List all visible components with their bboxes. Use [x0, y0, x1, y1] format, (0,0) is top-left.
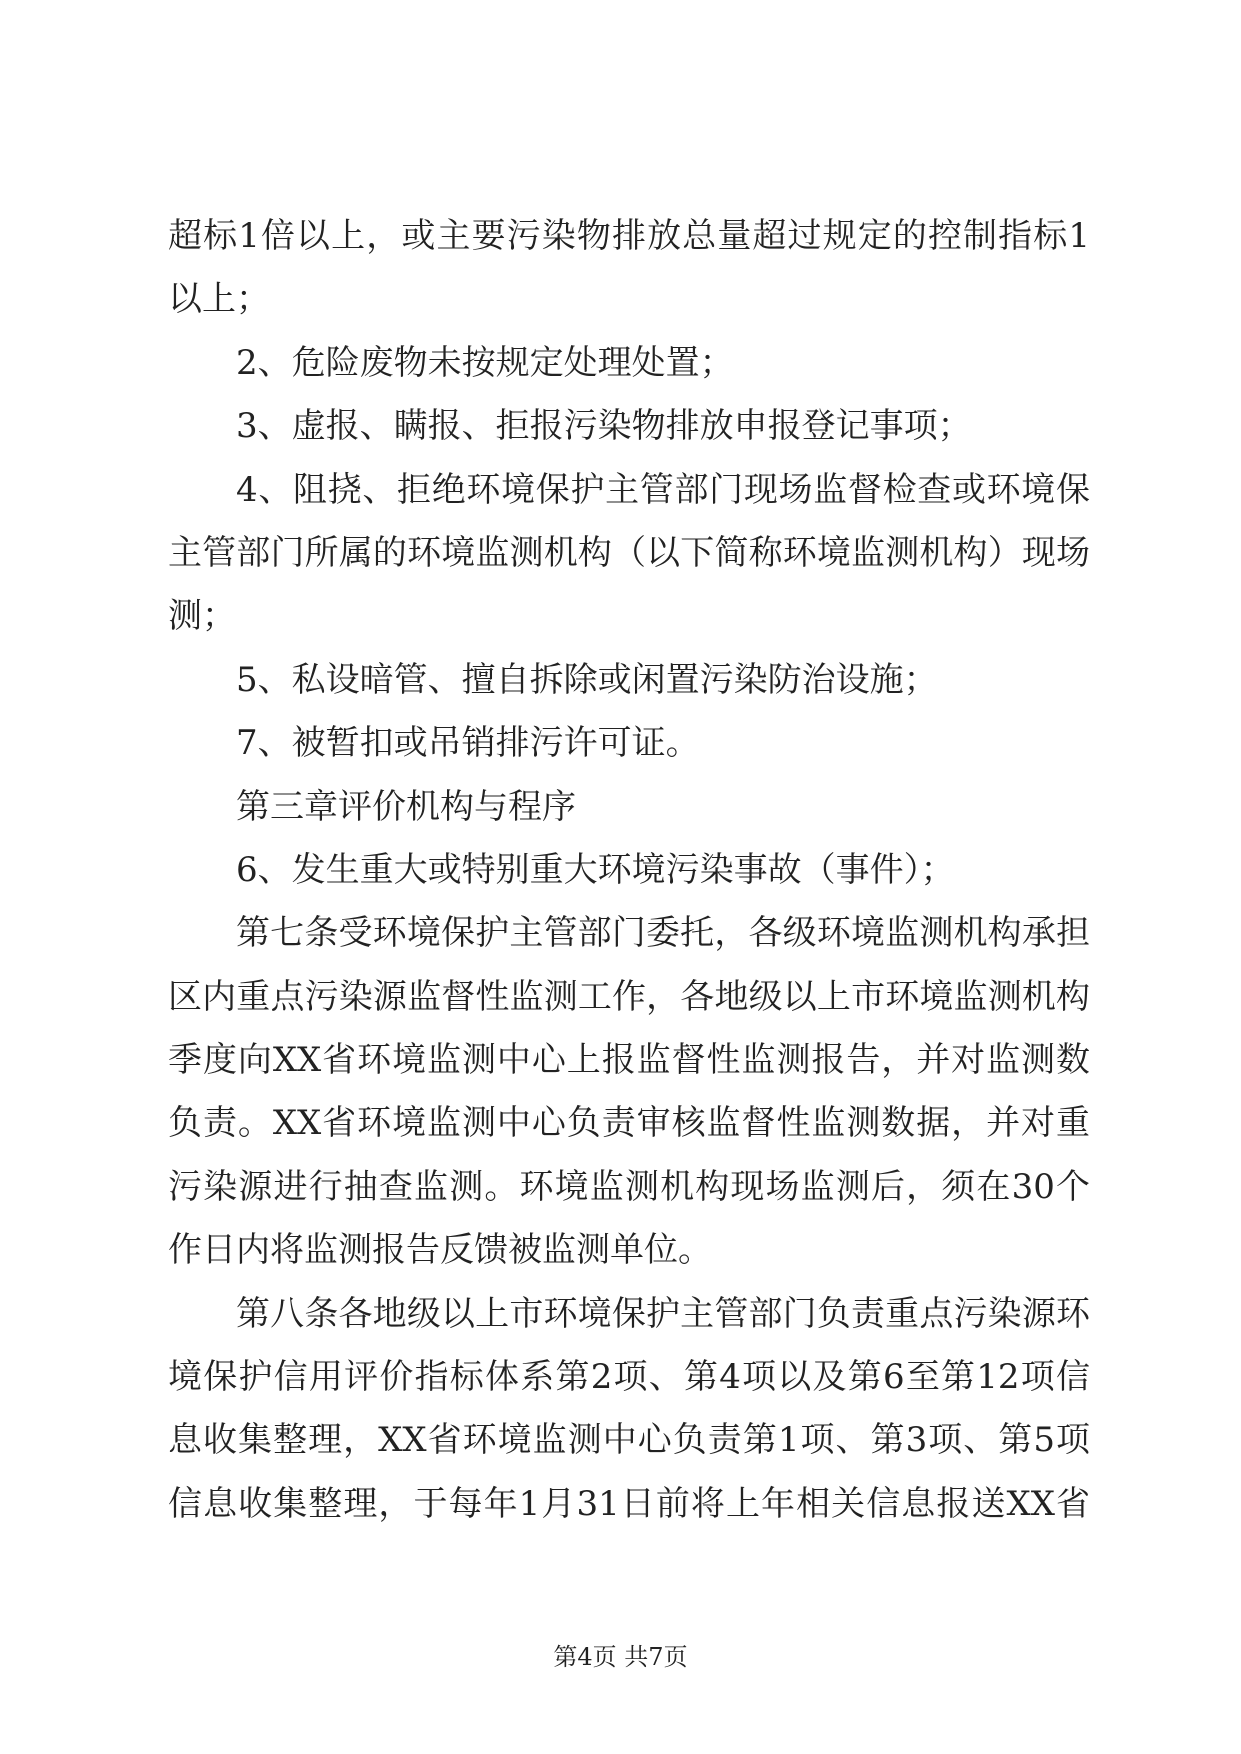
paragraph-line: 超标1倍以上，或主要污染物排放总量超过规定的控制指标1 [168, 216, 1090, 256]
paragraph-line: 作日内将监测报告反馈被监测单位。 [168, 1230, 712, 1271]
paragraph-line: 以上； [168, 279, 270, 320]
list-item: 6、发生重大或特别重大环境污染事故（事件）； [236, 849, 955, 890]
paragraph-line: 区内重点污染源监督性监测工作，各地级以上市环境监测机构 [168, 976, 1090, 1017]
list-item: 7、被暂扣或吊销排污许可证。 [236, 723, 700, 764]
list-item: 5、私设暗管、擅自拆除或闲置污染防治设施； [236, 659, 938, 700]
paragraph-line: 季度向XX省环境监测中心上报监督性监测报告，并对监测数 [168, 1040, 1090, 1081]
list-item: 4、阻挠、拒绝环境保护主管部门现场监督检查或环境保 [236, 469, 1090, 510]
paragraph-line: 境保护信用评价指标体系第2项、第4项以及第6至第12项信 [168, 1357, 1090, 1398]
paragraph-line: 主管部门所属的环境监测机构（以下简称环境监测机构）现场 [168, 532, 1090, 573]
page-footer: 第4页 共7页 [553, 1643, 688, 1671]
paragraph-line: 负责。XX省环境监测中心负责审核监督性监测数据，并对重 [168, 1103, 1090, 1144]
article-line: 第八条各地级以上市环境保护主管部门负责重点污染源环 [236, 1293, 1090, 1334]
paragraph-line: 息收集整理，XX省环境监测中心负责第1项、第3项、第5项 [168, 1420, 1090, 1461]
chapter-heading: 第三章评价机构与程序 [236, 786, 576, 827]
paragraph-line: 测； [168, 596, 236, 637]
list-item: 3、虚报、瞒报、拒报污染物排放申报登记事项； [236, 406, 972, 447]
article-line: 第七条受环境保护主管部门委托，各级环境监测机构承担 [236, 913, 1090, 954]
list-item: 2、危险废物未按规定处理处置； [236, 342, 734, 383]
paragraph-line: 污染源进行抽查监测。环境监测机构现场监测后，须在30个 [168, 1166, 1090, 1207]
document-body [168, 205, 1090, 1536]
paragraph-line: 信息收集整理，于每年1月31日前将上年相关信息报送XX省 [168, 1483, 1090, 1524]
